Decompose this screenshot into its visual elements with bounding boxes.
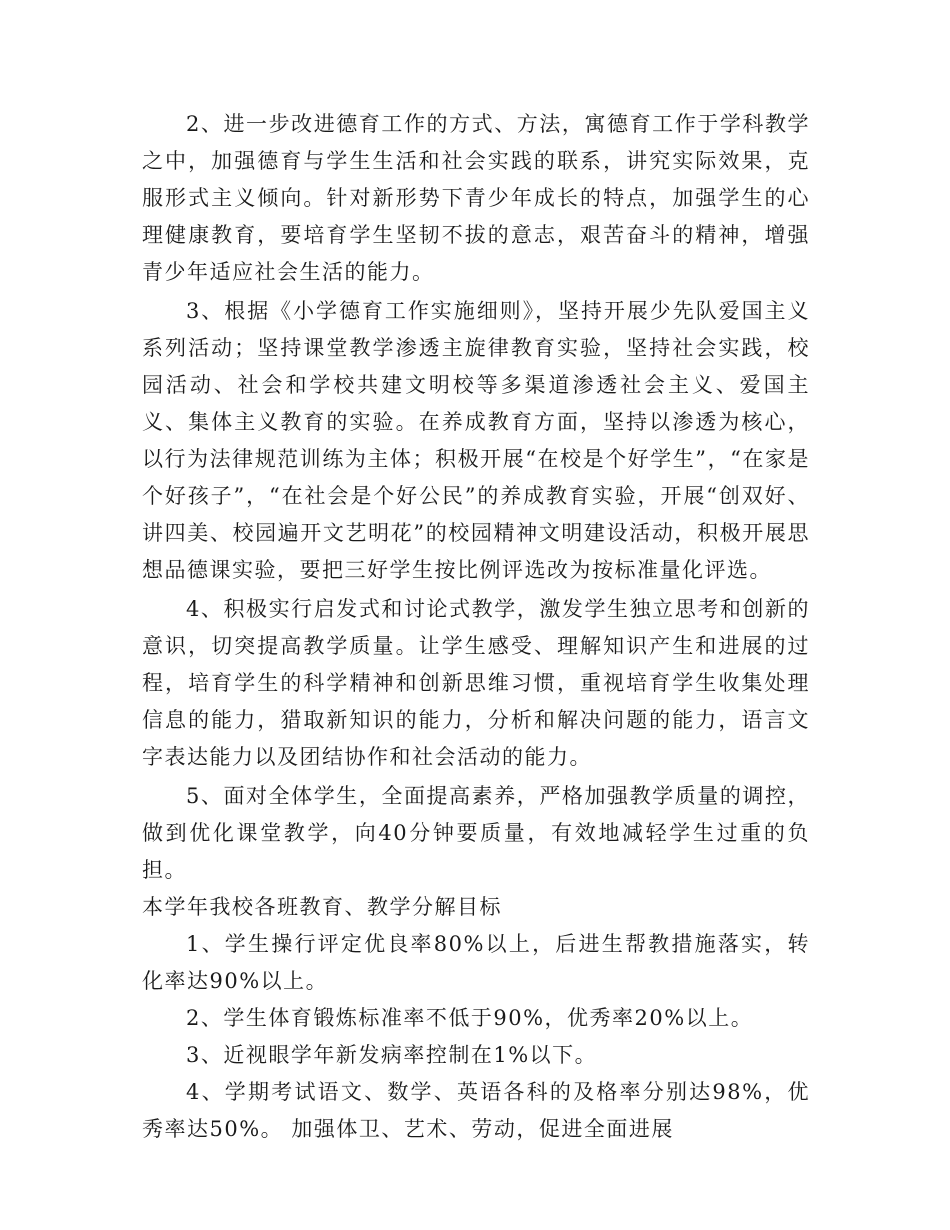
goal-4: 4、学期考试语文、数学、英语各科的及格率分别达98%，优秀率达50%。 加强体卫、艺术、劳动，促进全面进展 (142, 1080, 810, 1141)
goal-1: 1、学生操行评定优良率80%以上，后进生帮教措施落实，转化率达90%以上。 (142, 932, 810, 993)
section-heading: 本学年我校各班教育、教学分解目标 (142, 895, 502, 919)
goal-3: 3、近视眼学年新发病率控制在1%以下。 (186, 1043, 598, 1067)
goal-2: 2、学生体育锻炼标准率不低于90%，优秀率20%以上。 (186, 1006, 754, 1030)
paragraph-5: 5、面对全体学生，全面提高素养，严格加强教学质量的调控，做到优化课堂教学，向40分钟要质量，有效地减轻学生过重的负担。 (142, 784, 810, 882)
document-body (142, 106, 810, 1148)
paragraph-4: 4、积极实行启发式和讨论式教学，激发学生独立思考和创新的意识，切突提高教学质量。让学生感受、理解知识产生和进展的过程，培育学生的科学精神和创新思维习惯，重视培育学生收集处理信息的能力，猎取新知识的能力，分析和解决问题的能力，语言文字表达能力以及团结协作和社会活动的能力。 (142, 597, 810, 769)
paragraph-3: 3、根据《小学德育工作实施细则》，坚持开展少先队爱国主义系列活动；坚持课堂教学渗透主旋律教育实验，坚持社会实践，校园活动、社会和学校共建文明校等多渠道渗透社会主义、爱国主义、集体主义教育的实验。在养成教育方面，坚持以渗透为核心，以行为法律规范训练为主体；积极开展“在校是个好学生”，“在家是个好孩子”，“在社会是个好公民”的养成教育实验，开展“创双好、讲四美、校园遍开文艺明花”的校园精神文明建设活动，积极开展思想品德课实验，要把三好学生按比例评选改为按标准量化评选。 (142, 299, 810, 582)
paragraph-2: 2、进一步改进德育工作的方式、方法，寓德育工作于学科教学之中，加强德育与学生生活和社会实践的联系，讲究实际效果，克服形式主义倾向。针对新形势下青少年成长的特点，加强学生的心理健康教育，要培育学生坚韧不拔的意志，艰苦奋斗的精神，增强青少年适应社会生活的能力。 (142, 112, 810, 284)
